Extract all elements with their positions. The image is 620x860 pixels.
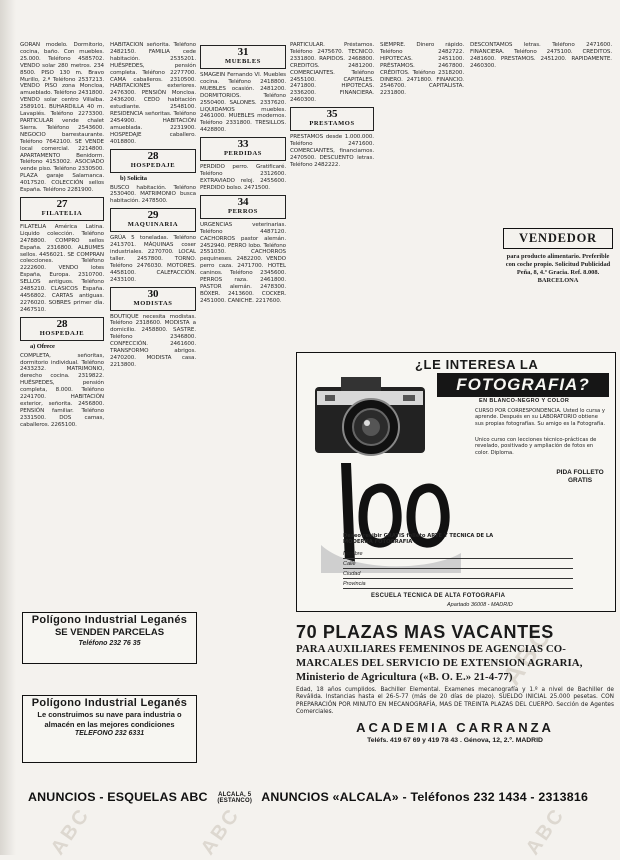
footer-anuncios: ANUNCIOS - ESQUELAS ABC: [28, 790, 208, 804]
subsection-solicita: b) Solicita: [120, 174, 147, 182]
ad-headline: ¿LE INTERESA LA: [415, 357, 539, 372]
classified-text: FILATELIA América Latina. Liquido colección. Teléfono 2478800. COMPRO sellos España. 2316800. ALBUMES sellos. 4456021. SE COMPRAN colecciones. Teléfono 2222600. VENDO lotes España, Europa. 2310700. SELLOS antiguos. Teléfono 2485210. CLASICOS España. 4456802. CARTAS antiguas. 2276020. SOBRES primer día. 2467510.: [20, 223, 104, 313]
section-header-filatelia: 27 FILATELIA: [20, 197, 104, 221]
section-header-hospedaje: 28 HOSPEDAJE: [20, 317, 104, 341]
form-field-provincia[interactable]: Provincia: [343, 581, 573, 589]
watermark: ABC: [496, 619, 559, 691]
academia-name: ACADEMIA CARRANZA: [356, 720, 554, 736]
classified-text: SIEMPRE. Dinero rápido. Teléfono 2482722. HIPOTECAS. 2451100. PRÉSTAMOS. 2467800. CRÉDITOS. Teléfono 2318200. DINERO. 2471800. FINANCIO. 2546700. CAPITALISTA. 2231800.: [380, 42, 464, 97]
leganes-parcelas-ad: Polígono Industrial Leganés SE VENDEN PARCELAS Teléfono 232 76 35: [22, 612, 197, 664]
fotografia-ad: [296, 352, 616, 612]
classified-text: DESCONTAMOS letras. Teléfono 2471600. FINANCIERA. Teléfono 2475100. CREDITOS. 2481600. PRESTAMOS. 2451200. RAPIDAMENTE. 2460300.: [470, 42, 612, 69]
plazas-vacantes-ad: [296, 619, 614, 745]
camera-illustration: [311, 373, 429, 463]
page-edge-shadow: [0, 0, 16, 855]
academia-phone: Teléfs. 419 67 69 y 419 78 43 . Génova, 12, 2.º. MADRID: [367, 737, 543, 745]
section-header-maquinaria: 29 MAQUINARIA: [110, 208, 196, 232]
classified-text: PRESTAMOS desde 1.000.000. Teléfono 2471600. COMERCIANTES, financiamos. 2470500. DESCUENTO letras. Teléfono 2482222.: [290, 134, 374, 168]
ad-subheadline: EN BLANCO-NEGRO Y COLOR: [479, 398, 570, 404]
ad-subline: MARCALES DEL SERVICIO DE EXTENSION AGRARIA,: [296, 657, 583, 669]
school-name: ESCUELA TECNICA DE ALTA FOTOGRAFIA: [371, 593, 506, 599]
classified-text: URGENCIAS veterinarias. Teléfono 4487120. CACHORROS pastor alemán. 2452940. PERRO lobo. Teléfono 2551030. CACHORROS pequineses. 2482200. VENDO perro caza. 2471700. HOTEL caninos. Teléfono 2345600. PERROS raza. 2461800. PASTOR alemán. 2478300. BÓXER. 2413600. COCKER. 2451000. CANICHE. 2217600.: [200, 221, 286, 304]
form-field-ciudad[interactable]: Ciudad: [343, 571, 573, 579]
footer-banner: [28, 790, 620, 806]
section-header-perros: 34 PERROS: [200, 195, 286, 219]
watermark: ABC: [46, 803, 95, 859]
form-field-calle[interactable]: Calle: [343, 561, 573, 569]
classified-text: BOUTIQUE necesita modistas. Teléfono 2318600. MODISTA a domicilio. 2458800. SASTRE. Teléfono 2346800. CONFECCIÓN. 2461600. TRANSFORMO abrigos. 2470200. MODISTA casa. 2213800.: [110, 313, 196, 368]
classified-text: PERDIDO perro. Gratificaré. Teléfono 2312600. EXTRAVIADO reloj. 2455600. PERDIDO bolso. 2471500.: [200, 164, 286, 191]
form-title: Deseo recibir GRATIS folleto ARTE Y TECNICA DE LA MODERNA FOTOGRAFIA: [343, 533, 494, 546]
section-header-prestamos: 35 PRESTAMOS: [290, 107, 374, 131]
classified-text: COMPLETA, señoritas, dormitorio individual. Teléfono 2433232. MATRIMONIO, derecho cocina. 2319822. HUÉSPEDES, pensión completa, 8.000. Teléfono 2241700. HABITACIÓN exterior, señorita. 2456800. PENSIÓN familiar. Teléfono 2331500. DOS camas, caballeros. 2265100.: [20, 352, 104, 428]
footer-phones: ANUNCIOS «ALCALA» - Teléfonos 232 1434 - 2313816: [261, 790, 589, 804]
column-5: [380, 42, 464, 346]
section-header-muebles: 31 MUEBLES: [200, 45, 286, 69]
vendedor-ad: [503, 228, 613, 338]
watermark: ABC: [521, 803, 570, 859]
subsection-ofrece: a) Ofrece: [30, 342, 55, 350]
classified-text: HABITACIÓN señorita. Teléfono 2482150. FAMILIA cede habitación. 2535201. HUÉSPEDES, pensión completa. Teléfono 2277700. CAMA caballeros. 2310500. HABITACIONES exteriores. 2476300. PENSIÓN Moncloa. 2436200. CEDO habitación estudiante. 2548100. RESIDENCIA señoritas. Teléfono 2454900. HABITACIÓN amueblada. 2231900. HOSPEDAJE caballero. 4018800.: [110, 42, 196, 145]
ad-paragraph: CURSO POR CORRESPONDENCIA. Usted lo cursa y aprende. Después en su LABORATORIO obtiene sus propias fotografías. Su amigo es la Fotografía.: [475, 408, 606, 427]
watermark: ABC: [196, 803, 245, 859]
ad-headline-banner: FOTOGRAFIA?: [437, 373, 609, 397]
column-4: [290, 42, 374, 346]
classified-text: GORAN modelo. Dormitorio, cocina, baño. Con muebles. 25.000. Teléfono 4585702. VENDO solar 280 metros. 234 8500. PISO 130 m. Bravo Murillo, 2.ª Teléfono 2537213. VENDO PISO zona Moncloa, amueblado. Teléfono 2431800. VENDO solar centro Villalba. 2589101. BUHARDILLA 40 m. Lavapiés. Teléfono 2273300. PARTICULAR vende chalet Sierra. Teléfono 2543600. NEGOCIO barrestaurante. Teléfono 7642100. SE VENDE local comercial. 2214800. APARTAMENTO Benidorm. Teléfono 4153002. ASOCIADO vende piso. Teléfono 2330500. PLAZA garaje Salamanca. 4017520. COLECCIÓN sellos España. Teléfono 2281900.: [20, 42, 104, 194]
classified-text: PARTICULAR. Préstamos. Teléfono 2475670. TECNICO. 2331800. RAPIDOS. 2468800. CREDITOS. 2481200. COMERCIANTES. Teléfono 2455100. CAPITALES. 2471800. HIPOTECAS. 2336200. FINANCIERA. 2460300.: [290, 42, 374, 104]
footer-alcala-estanco: ALCALA, 5 (ESTANCO): [217, 791, 253, 804]
ad-paragraph: Unico curso con lecciones técnico-prácticas de revelado, positivado y ampliación de fotos en color. Diploma.: [475, 437, 597, 456]
classified-text: GRÚA 5 toneladas. Teléfono 2413701. MÁQUINAS coser industriales. 2270700. LOCAL taller. 2457800. TORNO. Teléfono 2476030. MOTORES. 4458100. CALEFACCIÓN. 2433100.: [110, 235, 196, 283]
ad-subline: Ministerio de Agricultura («B. O. E.» 21-4-77): [296, 671, 513, 683]
column-6: [470, 42, 612, 222]
vendedor-title: VENDEDOR: [503, 228, 613, 249]
section-header-modistas: 30 MODISTAS: [110, 287, 196, 311]
ad-subline: PARA AUXILIARES FEMENINOS DE AGENCIAS CO-: [296, 643, 566, 655]
school-address: Apartado 36008 - MADRID: [447, 602, 513, 608]
pida-folleto: PIDA FOLLETO GRATIS: [556, 469, 604, 484]
ad-headline: 70 PLAZAS MAS VACANTES: [296, 622, 554, 642]
section-header-perdidas: 33 PERDIDAS: [200, 137, 286, 161]
section-header-hospedaje: 28 HOSPEDAJE: [110, 149, 196, 173]
vendedor-body: para producto alimentario. Preferible con coche propio. Solicitud Publicidad Peña, 8, 4.º Gracia. Ref. 8.008. BARCELONA: [505, 253, 611, 284]
column-3: [200, 42, 286, 787]
ad-body: Edad, 18 años cumplidos. Bachiller Elemental. Examenes mecanografía y 1.º a nivel de Bachiller de Reválida. Instancias hasta el 26-5-77 (más de 20 días de plazo). SUELDO INICIAL 25.000 pesetas. CON PREPARACIÓN POR MINUTO EN MECANOGRAFÍA, MAS DE TREINTA PLAZAS DEL CUERPO. Sección de Agentes Comerciales.: [296, 687, 614, 715]
form-field-nombre[interactable]: Nombre: [343, 551, 573, 559]
classified-text: SMAGEIN Fernando VI. Muebles cocina. Teléfono 2418800. MUEBLES ocasión. 2481200. DORMITORIOS. Teléfono 2550400. SALONES. 2337620. LIQUIDAMOS muebles. 2461000. MUEBLES modernos. Teléfono 2331800. TRESILLOS. 4428800.: [200, 72, 286, 134]
leganes-nave-ad: Polígono Industrial Leganés Le construimos su nave para industria o almacén en las mejores condiciones TELEFONO 232 6331: [22, 695, 197, 763]
classified-text: BUSCO habitación. Teléfono 2530400. MATRIMONIO busca habitación. 2478500.: [110, 184, 196, 205]
